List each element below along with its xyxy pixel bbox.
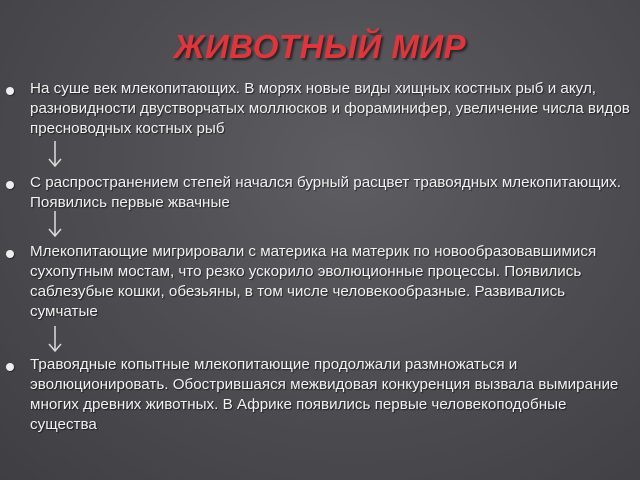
bullet-item-2: С распространением степей начался бурный расцвет травоядных млекопитающих. Появились первые жвачные [30,174,621,211]
bullet-icon [6,363,14,371]
bullet-icon [6,181,14,189]
slide-title: ЖИВОТНЫЙ МИР [173,28,467,65]
bullet-item-3: Млекопитающие мигрировали с материка на материк по новообразовавшимися сухопутным мостам, что резко ускорило эволюционные процессы. Появились саблезубые кошки, обезьяны, в том числе человекообразные. Развивались сумчатые [30,243,597,320]
bullet-icon [6,250,14,258]
down-arrow-icon [47,325,63,353]
down-arrow-icon [47,210,63,238]
bullet-item-4: Травоядные копытные млекопитающие продолжали размножаться и эволюционировать. Обострившаяся межвидовая конкуренция вызвала вымирание многих древних животных. В Африке появились первые человекоподобные существа [30,356,619,433]
bullet-icon [6,87,14,95]
down-arrow-icon [47,140,63,168]
bullet-item-1: На суше век млекопитающих. В морях новые виды хищных костных рыб и акул, разновидности двустворчатых моллюсков и фораминифер, увеличение числа видов пресноводных костных рыб [30,80,630,137]
